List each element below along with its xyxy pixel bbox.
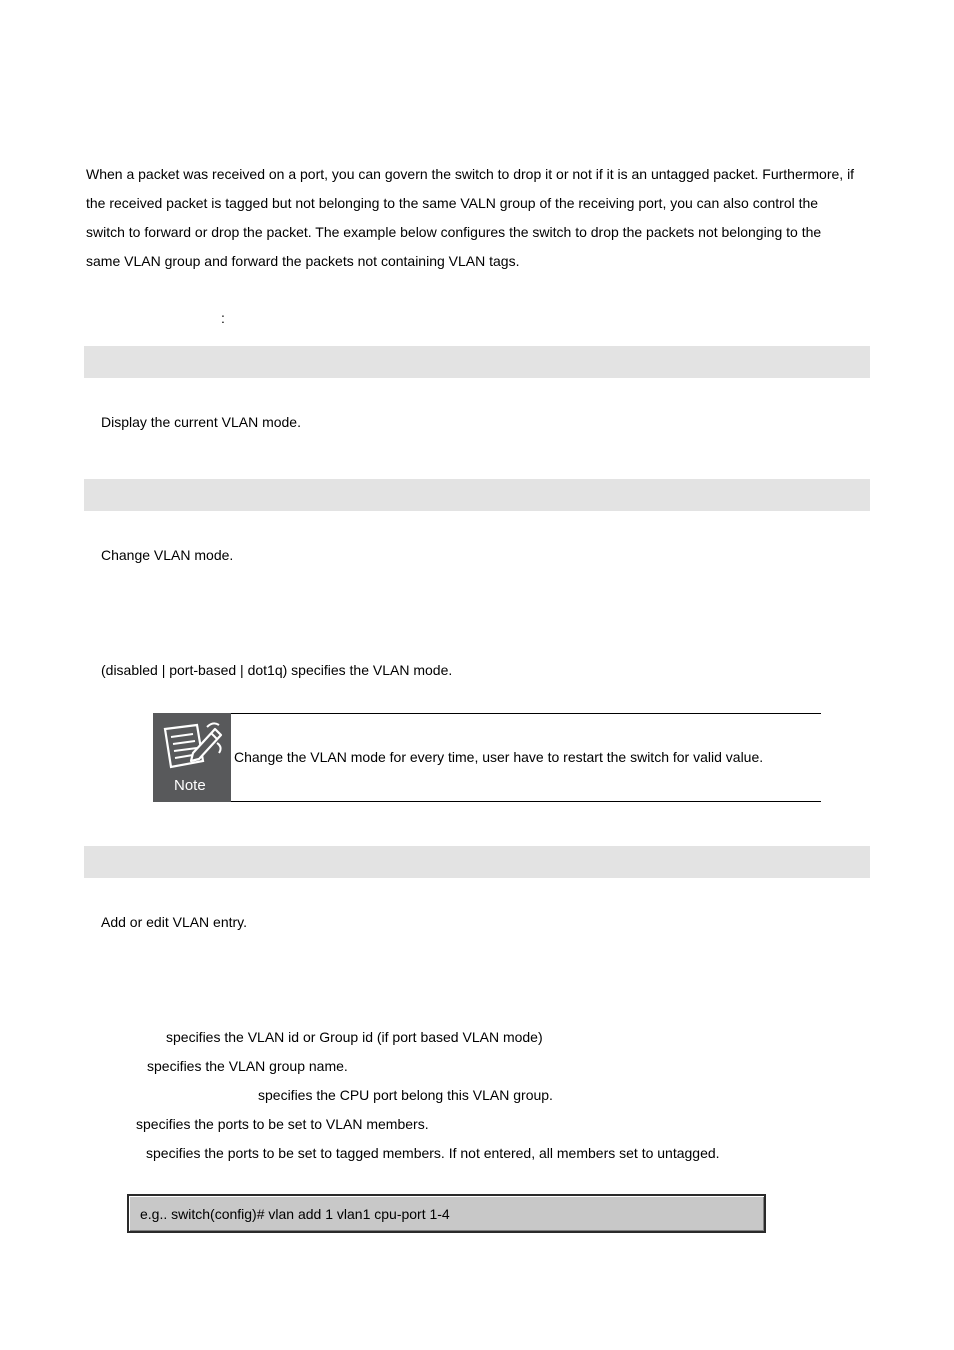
param-vlan-id: specifies the VLAN id or Group id (if port based VLAN mode): [166, 1029, 543, 1045]
command-bar-show-mode: [84, 346, 870, 378]
param-cpu-port: specifies the CPU port belong this VLAN group.: [258, 1087, 553, 1103]
note-bottom-rule: [231, 801, 821, 802]
show-mode-description: Display the current VLAN mode.: [101, 414, 301, 430]
set-mode-parameter: (disabled | port-based | dot1q) specifies the VLAN mode.: [101, 662, 453, 678]
param-vlan-name: specifies the VLAN group name.: [147, 1058, 348, 1074]
note-text: Change the VLAN mode for every time, user have to restart the switch for valid value.: [234, 749, 764, 765]
intro-line-1: When a packet was received on a port, you can govern the switch to drop it or not if it is an untagged packet. Furthermore, if: [86, 166, 855, 182]
param-tagged-ports: specifies the ports to be set to tagged members. If not entered, all members set to untagged.: [146, 1145, 720, 1161]
intro-colon: :: [221, 310, 225, 326]
set-mode-description: Change VLAN mode.: [101, 547, 234, 563]
intro-line-4: same VLAN group and forward the packets not containing VLAN tags.: [86, 253, 520, 269]
command-bar-set-mode: [84, 479, 870, 511]
add-entry-description: Add or edit VLAN entry.: [101, 914, 248, 930]
note-icon-label: Note: [174, 777, 206, 794]
note-box: [153, 713, 821, 802]
intro-line-3: switch to forward or drop the packet. The example below configures the switch to drop the packets not belonging to the: [86, 224, 822, 240]
example-command: e.g.. switch(config)# vlan add 1 vlan1 cpu-port 1-4: [140, 1206, 450, 1222]
command-bar-add-entry: [84, 846, 870, 878]
note-icon: [153, 713, 231, 802]
intro-line-2: the received packet is tagged but not belonging to the same VALN group of the receiving port, you can also control the: [86, 195, 819, 211]
param-member-ports: specifies the ports to be set to VLAN members.: [136, 1116, 429, 1132]
note-top-rule: [231, 713, 821, 714]
example-box: [127, 1194, 766, 1233]
